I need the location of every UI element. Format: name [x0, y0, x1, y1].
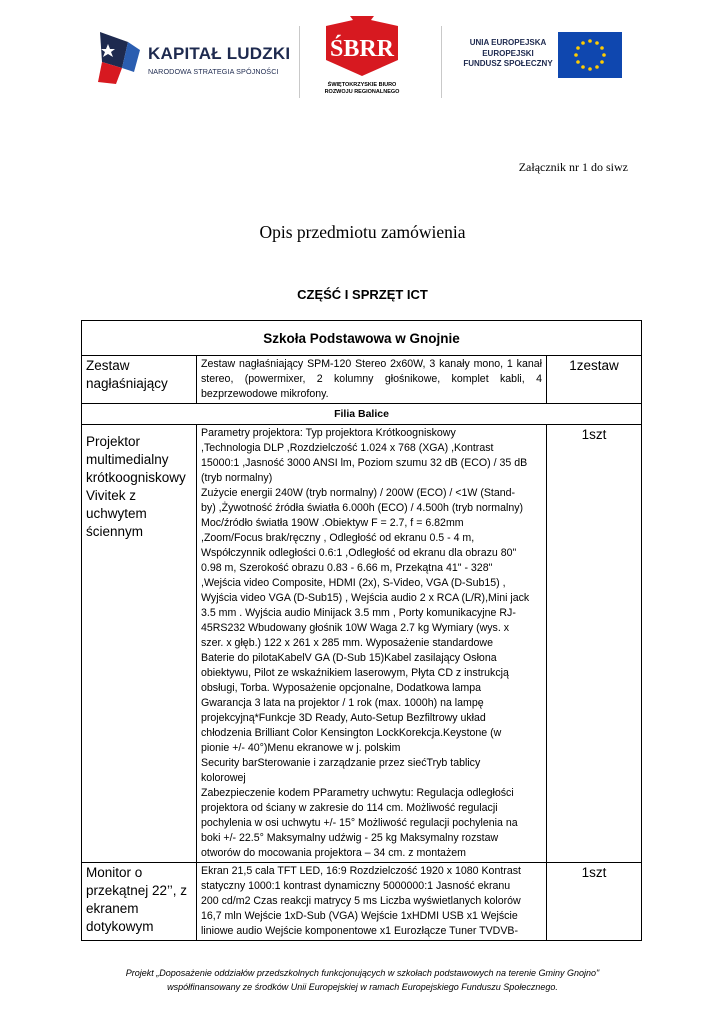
specification-table: [81, 320, 642, 941]
footer-line: współfinansowany ze środków Unii Europejskiej w ramach Europejskiego Funduszu Społecznego.: [167, 982, 558, 992]
sbrr-logo: [312, 16, 412, 100]
description-line: Ekran 21,5 cala TFT LED, 16:9 Rozdzielczość 1920 x 1080 Kontrast: [201, 865, 521, 877]
eu-logo: [460, 32, 626, 84]
description-line: Zabezpieczenie kodem PParametry uchwytu: Regulacja odległości: [201, 787, 514, 799]
sbrr-mark-text: ŚBRR: [329, 36, 395, 62]
item-quantity: 1szt: [547, 425, 642, 863]
footer: [0, 966, 725, 994]
description-line: 45RS232 Wbudowany głośnik 10W Waga 2.7 kg Wymiary (wys. x: [201, 622, 510, 634]
eu-flag-icon: [558, 32, 622, 78]
description-line: projekcyjną*Funkcje 3D Ready, Auto-Setup Bezfiltrowy układ: [201, 712, 486, 724]
description-line: Baterie do pilotaKabelV GA (D-Sub 15)Kabel zasilający Osłona: [201, 652, 497, 664]
eu-text-line: EUROPEJSKI: [482, 48, 534, 58]
table-row: [82, 404, 642, 425]
description-line: by) ,Żywotność źródła światła 6.000h (ECO) / 4.500h (tryb normalny): [201, 502, 524, 514]
kapital-ludzki-title: KAPITAŁ LUDZKI: [148, 44, 291, 63]
description-line: projektora od ściany w zakresie do 114 cm. Możliwość regulacji: [201, 802, 498, 814]
table-row: [82, 356, 642, 404]
description-line: 3.5 mm . Wyjścia audio Minijack 3.5 mm , Porty komunikacyjne RJ-: [201, 607, 516, 619]
description-line: ,Zoom/Focus brak/ręczny , Odległość od ekranu 0.5 - 4 m,: [201, 532, 475, 544]
description-line: boki +/- 22.5° Maksymalny udźwig - 25 kg Maksymalny rozstaw: [201, 832, 499, 844]
description-line: 0.98 m, Szerokość obrazu 0.83 - 6.66 m, Przekątna 41" - 328": [201, 562, 493, 574]
description-line: pionie +/- 40°)Menu ekranowe w j. polskim: [201, 742, 401, 754]
document-title: Opis przedmiotu zamówienia: [259, 222, 466, 242]
table-row: [82, 425, 642, 863]
item-description: [197, 863, 547, 941]
description-line: obiektywu, Pilot ze wskaźnikiem laserowym, Płyta CD z instrukcją: [201, 667, 509, 679]
description-line: 16,7 mln Wejście 1xD-Sub (VGA) Wejście 1xHDMI USB x1 Wejście: [201, 910, 518, 922]
eu-text: [460, 38, 556, 70]
item-name: Monitor o przekątnej 22’’, z ekranem dotykowym: [82, 863, 197, 941]
description-line: szer. x głęb.) 122 x 261 x 285 mm. Wyposażenie standardowe: [201, 637, 493, 649]
sbrr-text-line: ŚWIĘTOKRZYSKIE BIURO: [327, 82, 397, 88]
logo-divider: [441, 26, 442, 98]
description-line: Zużycie energii 240W (tryb normalny) / 200W (ECO) / <1W (Stand-: [201, 487, 516, 499]
kapital-ludzki-flag-icon: [98, 28, 142, 86]
description-line: ,Wejścia video Composite, HDMI (2x), S-Video, VGA (D-Sub15) ,: [201, 577, 506, 589]
description-line: Współczynnik odległości 0.6:1 ,Odległość od ekranu dla obrazu 80": [201, 547, 517, 559]
description-line: Gwarancja 3 lata na projektor / 1 rok (max. 1000h) na lampę: [201, 697, 484, 709]
description-line: (tryb normalny): [201, 472, 273, 484]
description-line: Wyjścia video VGA (D-Sub15) , Wejścia audio 2 x RCA (L/R),Mini jack: [201, 592, 530, 604]
sbrr-text-line: ROZWOJU REGIONALNEGO: [324, 89, 400, 95]
item-quantity: 1zestaw: [547, 356, 642, 404]
table-row: [82, 863, 642, 941]
description-line: obsługi, Torba. Wyposażenie opcjonalne, Dodatkowa lampa: [201, 682, 482, 694]
description-line: 200 cd/m2 Czas reakcji matrycy 5 ms Liczba wyświetlanych kolorów: [201, 895, 521, 907]
eu-text-line: UNIA EUROPEJSKA: [469, 38, 547, 47]
description-line: chłodzenia Brilliant Color Kensington LockKorekcja.Keystone (w: [201, 727, 502, 739]
item-name: Zestaw nagłaśniający: [82, 356, 197, 404]
annex-label: Załącznik nr 1 do siwz: [518, 160, 628, 174]
item-quantity: 1szt: [547, 863, 642, 941]
description-line: Parametry projektora: Typ projektora Krótkoogniskowy: [201, 427, 456, 439]
filia-header: Filia Balice: [82, 404, 642, 425]
sbrr-text: [312, 82, 412, 96]
item-name: Projektor multimedialny krótkoogniskowy Vivitek z uchwytem ściennym: [82, 425, 197, 863]
part-title: CZĘŚĆ I SPRZĘT ICT: [297, 287, 428, 302]
logo-bar: [0, 12, 725, 98]
description-line: Security barSterowanie i zarządzanie przez siećTryb tablicy: [201, 757, 481, 769]
footer-line: Projekt „Doposażenie oddziałów przedszkolnych funkcjonujących w szkołach podstawowych na terenie Gminy Gnojno": [125, 968, 600, 978]
description-line: ,Technologia DLP ,Rozdzielczość 1.024 x 768 (XGA) ,Kontrast: [201, 442, 494, 454]
kapital-ludzki-subtitle: NARODOWA STRATEGIA SPÓJNOŚCI: [148, 67, 279, 76]
description-line: otworów do mocowania projektora – 34 cm. z montażem: [201, 847, 466, 859]
description-line: liniowe audio Wejście komponentowe x1 Eurozłącze Tuner TVDVB-: [201, 925, 518, 937]
description-line: 15000:1 ,Jasność 3000 ANSI lm, Poziom szumu 32 dB (ECO) / 35 dB: [201, 457, 528, 469]
school-header: Szkoła Podstawowa w Gnojnie: [82, 321, 642, 356]
eu-text-line: FUNDUSZ SPOŁECZNY: [463, 59, 553, 68]
item-description: Zestaw nagłaśniający SPM-120 Stereo 2x60W, 3 kanały mono, 1 kanał stereo, (powermixer, 2 kolumny głośnikowe, komplet kabli, 4 bezprzewodowe mikrofony.: [197, 356, 547, 404]
item-description: [197, 425, 547, 863]
kapital-ludzki-logo: [98, 28, 290, 86]
description-line: pochylenia w osi uchwytu +/- 15° Możliwość regulacji pochylenia na: [201, 817, 518, 829]
description-line: kolorowej: [201, 772, 246, 784]
logo-divider: [299, 26, 300, 98]
table-row: [82, 321, 642, 356]
description-line: Moc/źródło światła 190W .Obiektyw F = 2.7, f = 6.82mm: [201, 517, 464, 529]
sbrr-mark-icon: [320, 16, 404, 78]
description-line: statyczny 1000:1 kontrast dynamiczny 5000000:1 Jasność ekranu: [201, 880, 511, 892]
